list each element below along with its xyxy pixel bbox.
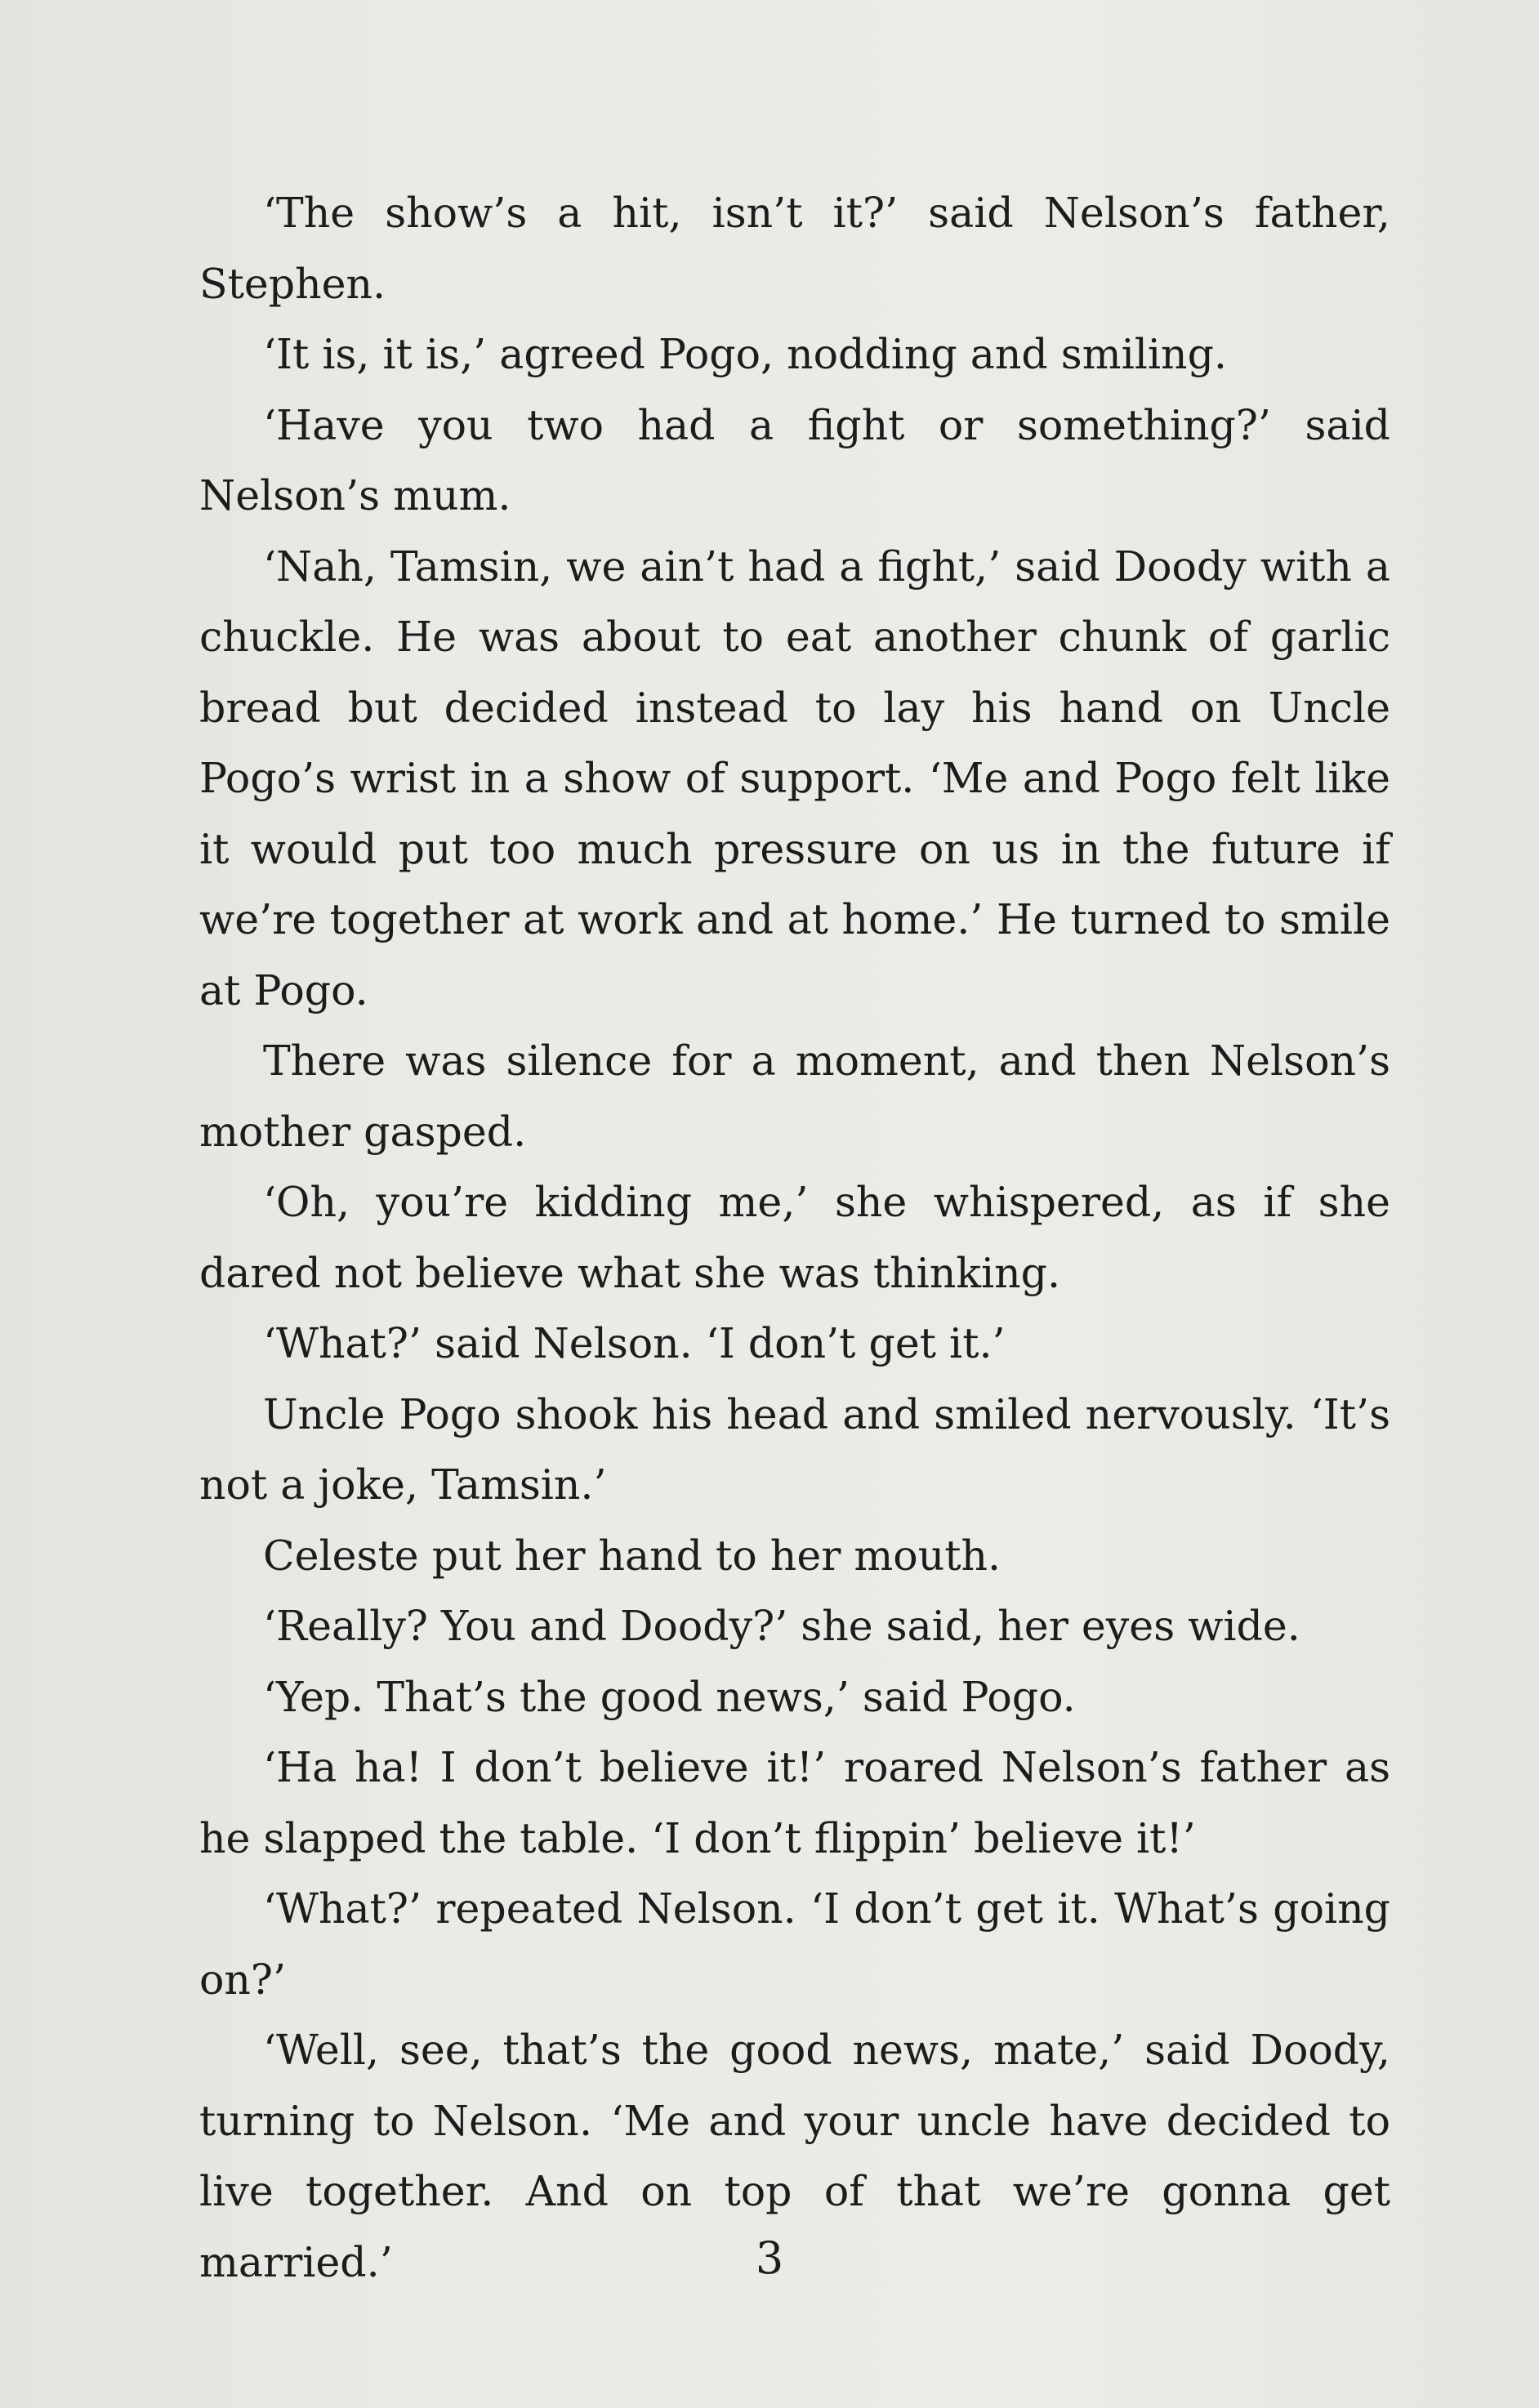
- paragraph: ‘Oh, you’re kidding me,’ she whispered, as if she dared not believe what she was thinking.: [199, 1178, 1390, 1297]
- paragraph: ‘Yep. That’s the good news,’ said Pogo.: [263, 1672, 1076, 1721]
- body-text: [199, 178, 1390, 2298]
- paragraph: ‘Really? You and Doody?’ she said, her eyes wide.: [263, 1602, 1300, 1650]
- paragraph: ‘Well, see, that’s the good news, mate,’ said Doody, turning to Nelson. ‘Me and your uncle have decided to live together. And on top of that we’re gonna get married.’: [199, 2026, 1390, 2286]
- paragraph: ‘It is, it is,’ agreed Pogo, nodding and smiling.: [263, 330, 1227, 378]
- paragraph: Celeste put her hand to her mouth.: [263, 1531, 1001, 1580]
- paragraph: ‘Have you two had a fight or something?’ said Nelson’s mum.: [199, 400, 1390, 520]
- paragraph: ‘What?’ repeated Nelson. ‘I don’t get it. What’s going on?’: [199, 1884, 1390, 2004]
- paragraph: ‘The show’s a hit, isn’t it?’ said Nelson’s father, Stephen.: [199, 189, 1390, 308]
- paragraph: Uncle Pogo shook his head and smiled nervously. ‘It’s not a joke, Tamsin.’: [199, 1389, 1390, 1509]
- paragraph: ‘Ha ha! I don’t believe it!’ roared Nelson’s father as he slapped the table. ‘I don’t flippin’ believe it!’: [199, 1743, 1390, 1862]
- page-number: 3: [755, 2232, 784, 2284]
- paragraph: ‘Nah, Tamsin, we ain’t had a fight,’ said Doody with a chuckle. He was about to eat another chunk of garlic bread but decided instead to lay his hand on Uncle Pogo’s wrist in a show of support. ‘Me and Pogo felt like it would put too much pressure on us in the future if we’re together at work and at home.’ He turned to smile at Pogo.: [199, 542, 1390, 1014]
- paragraph: ‘What?’ said Nelson. ‘I don’t get it.’: [263, 1319, 1006, 1367]
- paragraph: There was silence for a moment, and then Nelson’s mother gasped.: [199, 1037, 1390, 1156]
